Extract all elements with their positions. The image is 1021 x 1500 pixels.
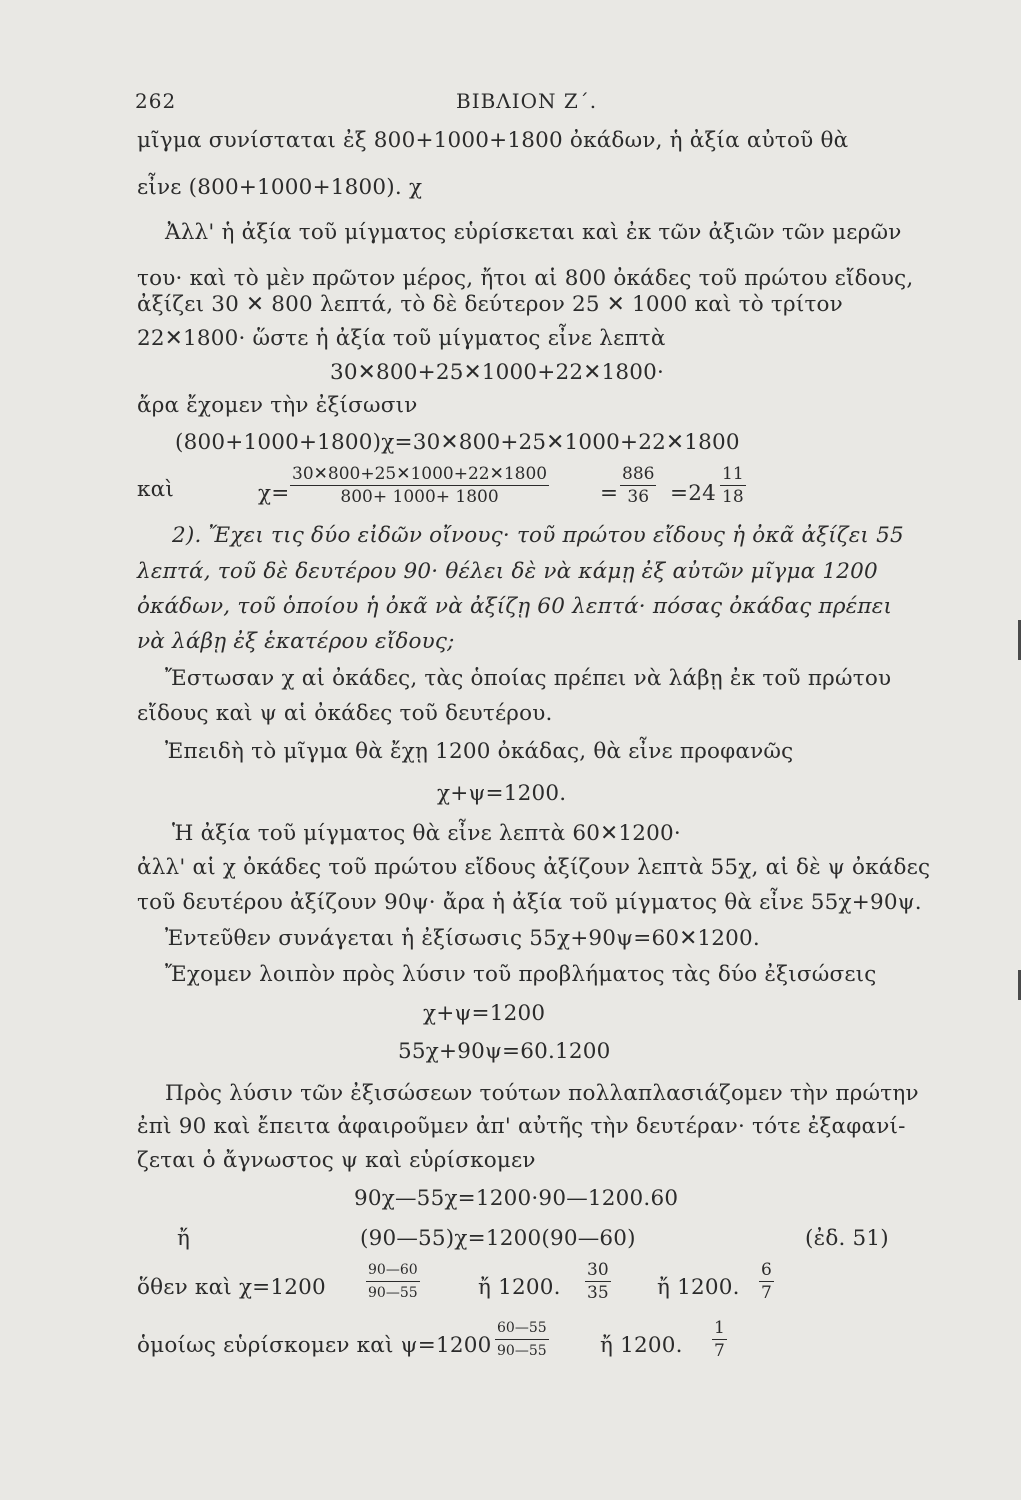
equation-line-29: 90χ—55χ=1200·90—1200.60 <box>354 1186 679 1211</box>
text-line-16: εἴδους καὶ ψ αἱ ὀκάδες τοῦ δευτέρου. <box>137 701 553 726</box>
fraction-1-numerator: 1 <box>714 1318 725 1338</box>
text-line-17: Ἐπειδὴ τὸ μῖγμα θὰ ἔχῃ 1200 ὀκάδας, θὰ εἶνε προφανῶς <box>165 739 794 764</box>
text-line-31b: ἤ 1200. <box>478 1275 561 1300</box>
problem-2-line-4: νὰ λάβῃ ἐξ ἑκατέρου εἴδους; <box>137 629 455 654</box>
fraction-60-55-denominator: 90—55 <box>497 1343 547 1359</box>
text-line-3: Ἀλλ' ἡ ἀξία τοῦ μίγματος εὑρίσκεται καὶ ἐκ τῶν ἀξιῶν τῶν μερῶν <box>165 220 902 245</box>
fraction-30-35 <box>585 1259 611 1304</box>
fraction-60-55 <box>495 1317 549 1362</box>
text-line-6: 22✕1800· ὥστε ἡ ἀξία τοῦ μίγματος εἶνε λεπτὰ <box>137 326 666 351</box>
fraction-1-7 <box>712 1317 727 1362</box>
equation-equals: = <box>600 481 619 506</box>
fraction-90-60 <box>366 1259 420 1304</box>
text-line-32a: ὁμοίως εὑρίσκομεν καὶ ψ=1200 <box>137 1333 492 1358</box>
fraction-11-denominator: 18 <box>722 487 744 507</box>
fraction-11-numerator: 11 <box>722 464 744 484</box>
problem-2-line-1: 2). Ἔχει τις δύο εἰδῶν οἴνους· τοῦ πρώτου εἴδους ἡ ὀκᾶ ἀξίζει 55 <box>172 523 904 548</box>
text-line-22: Ἐντεῦθεν συνάγεται ἡ ἐξίσωσις 55χ+90ψ=60✕1200. <box>165 926 760 951</box>
fraction-main-numerator: 30✕800+25✕1000+22✕1800 <box>292 464 548 484</box>
fraction-30-numerator: 30 <box>587 1260 609 1280</box>
fraction-30-denominator: 35 <box>587 1283 609 1303</box>
equation-line-24: χ+ψ=1200 <box>423 1001 546 1026</box>
page-number: 262 <box>135 89 177 113</box>
text-line-26: Πρὸς λύσιν τῶν ἐξισώσεων τούτων πολλαπλασιάζομεν τὴν πρώτην <box>165 1081 919 1106</box>
fraction-886-numerator: 886 <box>622 464 655 484</box>
fraction-60-55-numerator: 60—55 <box>495 1317 549 1340</box>
text-line-1: μῖγμα συνίσταται ἐξ 800+1000+1800 ὀκάδων, ἡ ἀξία αὐτοῦ θὰ <box>137 128 849 153</box>
fraction-6-numerator: 6 <box>761 1260 772 1280</box>
equation-chi: χ= <box>258 481 290 506</box>
fraction-6-7 <box>759 1259 774 1304</box>
fraction-886-denominator: 36 <box>627 487 650 507</box>
text-line-23: Ἔχομεν λοιπὸν πρὸς λύσιν τοῦ προβλήματος τὰς δύο ἐξισώσεις <box>165 962 877 987</box>
text-line-15: Ἔστωσαν χ αἱ ὀκάδες, τὰς ὁποίας πρέπει νὰ λάβῃ ἐκ τοῦ πρώτου <box>165 666 892 691</box>
text-line-31a: ὅθεν καὶ χ=1200 <box>137 1275 326 1300</box>
fraction-main-denominator: 800+ 1000+ 1800 <box>340 487 499 507</box>
equation-line-9: (800+1000+1800)χ=30✕800+25✕1000+22✕1800 <box>175 430 740 455</box>
fraction-90-60-numerator: 90—60 <box>366 1259 420 1282</box>
text-line-2: εἶνε (800+1000+1800). χ <box>137 175 423 200</box>
text-line-5: ἀξίζει 30 ✕ 800 λεπτά, τὸ δὲ δεύτερον 25 ✕ 1000 καὶ τὸ τρίτον <box>137 292 843 317</box>
text-line-8: ἄρα ἔχομεν τὴν ἐξίσωσιν <box>137 393 418 418</box>
equation-line-30: (90—55)χ=1200(90—60) <box>360 1226 636 1251</box>
equation-line-7: 30✕800+25✕1000+22✕1800· <box>330 360 665 385</box>
text-line-28: ζεται ὁ ἄγνωστος ψ καὶ εὑρίσκομεν <box>137 1148 536 1173</box>
text-line-32b: ἤ 1200. <box>600 1333 683 1358</box>
equation-result: =24 <box>670 481 716 506</box>
fraction-11-18 <box>720 463 746 508</box>
text-line-19: Ἡ ἀξία τοῦ μίγματος θὰ εἶνε λεπτὰ 60✕1200· <box>172 821 681 846</box>
equation-line-25: 55χ+90ψ=60.1200 <box>398 1039 611 1064</box>
problem-2-line-3: ὀκάδων, τοῦ ὁποίου ἡ ὀκᾶ νὰ ἀξίζῃ 60 λεπτά· πόσας ὀκάδας πρέπει <box>137 594 893 619</box>
reference-ed51: (ἐδ. 51) <box>805 1226 889 1251</box>
fraction-90-60-denominator: 90—55 <box>368 1285 418 1301</box>
text-line-4: του· καὶ τὸ μὲν πρῶτον μέρος, ἤτοι αἱ 800 ὀκάδες τοῦ πρώτου εἴδους, <box>137 266 914 291</box>
text-line-21: τοῦ δευτέρου ἀξίζουν 90ψ· ἄρα ἡ ἀξία τοῦ μίγματος θὰ εἶνε 55χ+90ψ. <box>137 890 922 915</box>
text-eta: ἤ <box>177 1226 191 1251</box>
equation-line-18: χ+ψ=1200. <box>437 781 567 806</box>
problem-2-line-2: λεπτά, τοῦ δὲ δευτέρου 90· θέλει δὲ νὰ κάμῃ ἐξ αὐτῶν μῖγμα 1200 <box>137 559 878 584</box>
fraction-6-denominator: 7 <box>761 1283 772 1303</box>
fraction-main <box>290 463 549 508</box>
text-line-31c: ἤ 1200. <box>657 1275 740 1300</box>
text-kai: καὶ <box>137 477 174 502</box>
text-line-20: ἀλλ' αἱ χ ὀκάδες τοῦ πρώτου εἴδους ἀξίζουν λεπτὰ 55χ, αἱ δὲ ψ ὀκάδες <box>137 855 931 880</box>
text-line-27: ἐπὶ 90 καὶ ἔπειτα ἀφαιροῦμεν ἀπ' αὐτῆς τὴν δευτέραν· τότε ἐξαφανί- <box>137 1114 906 1139</box>
running-title: ΒΙΒΛΙΟΝ Ζ΄. <box>456 89 598 113</box>
fraction-1-denominator: 7 <box>714 1341 725 1361</box>
fraction-886-36 <box>620 463 656 508</box>
